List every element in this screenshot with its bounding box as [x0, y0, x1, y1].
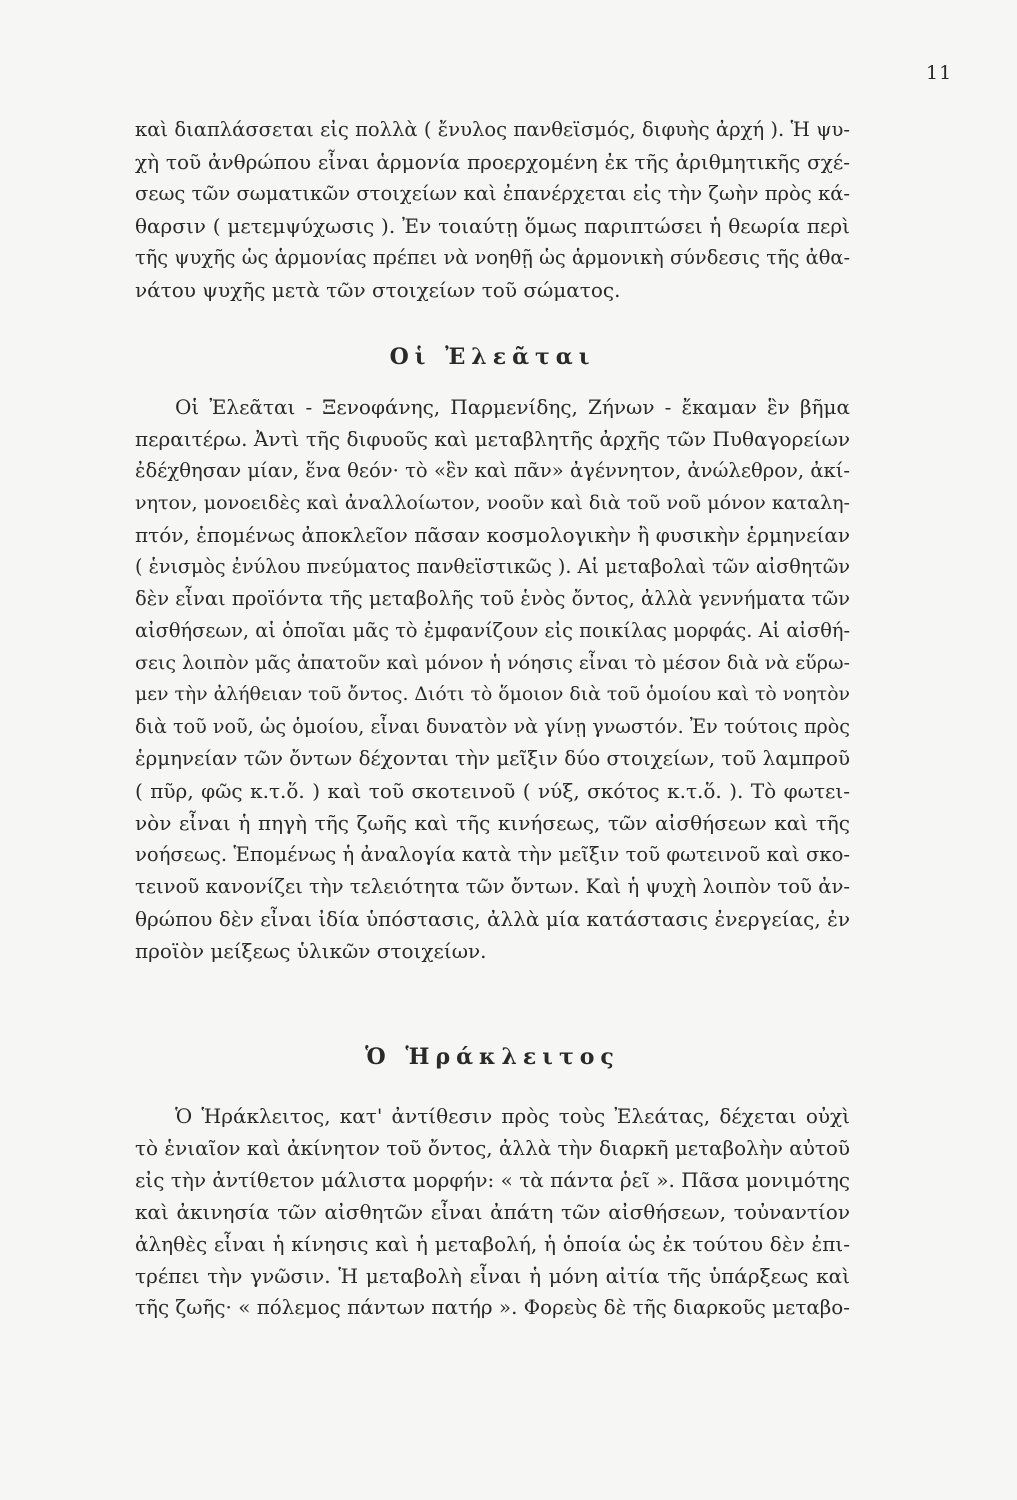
text-line: Οἱ Ἐλεᾶται - Ξενοφάνης, Παρμενίδης, Ζήνων - ἔκαμαν ἓν βῆμα: [175, 395, 850, 419]
text-line: καὶ διαπλάσσεται εἰς πολλὰ ( ἔνυλος πανθεϊσμός, διφυὴς ἀρχή ). Ἡ ψυ-: [135, 118, 850, 141]
section-heading-heraclitus: Ὁ Ἡράκλειτος: [365, 1044, 620, 1070]
text-line: νάτου ψυχῆς μετὰ τῶν στοιχείων τοῦ σώματος.: [135, 278, 621, 302]
section-heading-eleatics: Οἱ Ἐλεᾶται: [389, 344, 596, 370]
text-line: νητον, μονοειδὲς καὶ ἀναλλοίωτον, νοοῦν καὶ διὰ τοῦ νοῦ μόνον καταλη-: [135, 492, 850, 514]
paragraph-pythagorean-soul: [135, 114, 850, 306]
text-line: τεινοῦ κανονίζει τὴν τελειότητα τῶν ὄντων. Καὶ ἡ ψυχὴ λοιπὸν τοῦ ἀν-: [135, 875, 850, 898]
text-line: πτόν, ἑπομένως ἀποκλεῖον πᾶσαν κοσμολογικὴν ἢ φυσικὴν ἑρμηνείαν: [135, 523, 850, 547]
text-line: τρέπει τὴν γνῶσιν. Ἡ μεταβολὴ εἶναι ἡ μόνη αἰτία τῆς ὑπάρξεως καὶ: [135, 1264, 850, 1288]
text-line: διὰ τοῦ νοῦ, ὡς ὁμοίου, εἶναι δυνατὸν νὰ γίνῃ γνωστόν. Ἐν τούτοις πρὸς: [135, 715, 850, 738]
text-line: προϊὸν μείξεως ὑλικῶν στοιχείων.: [135, 939, 487, 963]
paragraph-heraclitus: [135, 1100, 850, 1324]
text-line: ἑρμηνείαν τῶν ὄντων δέχονται τὴν μεῖξιν δύο στοιχείων, τοῦ λαμπροῦ: [135, 747, 850, 770]
text-line: αἰσθήσεων, αἱ ὁποῖαι μᾶς τὸ ἐμφανίζουν εἰς ποικίλας μορφάς. Αἱ αἰσθή-: [135, 619, 850, 642]
text-line: ἀληθὲς εἶναι ἡ κίνησις καὶ ἡ μεταβολή, ἡ ὁποία ὡς ἐκ τούτου δὲν ἐπι-: [135, 1232, 850, 1256]
text-line: ἐδέχθησαν μίαν, ἕνα θεόν· τὸ «ἓν καὶ πᾶν» ἀγέννητον, ἀνώλεθρον, ἀκί-: [135, 459, 850, 482]
text-line: δὲν εἶναι προϊόντα τῆς μεταβολῆς τοῦ ἑνὸς ὄντος, ἀλλὰ γεννήματα τῶν: [135, 587, 850, 610]
page-number: 11: [926, 62, 953, 84]
text-line: σεως τῶν σωματικῶν στοιχείων καὶ ἐπανέρχεται εἰς τὴν ζωὴν πρὸς κά-: [135, 182, 850, 205]
text-line: Ὁ Ἡράκλειτος, κατ' ἀντίθεσιν πρὸς τοὺς Ἐλεάτας, δέχεται οὐχὶ: [175, 1104, 850, 1128]
text-line: τῆς ζωῆς· « πόλεμος πάντων πατήρ ». Φορεὺς δὲ τῆς διαρκοῦς μεταβο-: [135, 1296, 850, 1319]
text-line: τὸ ἑνιαῖον καὶ ἀκίνητον τοῦ ὄντος, ἀλλὰ τὴν διαρκῆ μεταβολὴν αὐτοῦ: [135, 1136, 850, 1160]
text-line: νοήσεως. Ἑπομένως ἡ ἀναλογία κατὰ τὴν μεῖξιν τοῦ φωτεινοῦ καὶ σκο-: [135, 843, 850, 866]
text-line: καὶ ἀκινησία τῶν αἰσθητῶν εἶναι ἀπάτη τῶν αἰσθήσεων, τοὐναντίον: [135, 1200, 850, 1224]
text-line: εἰς τὴν ἀντίθετον μάλιστα μορφήν: « τὰ πάντα ῥεῖ ». Πᾶσα μονιμότης: [135, 1168, 850, 1192]
text-line: θρώπου δὲν εἶναι ἰδία ὑπόστασις, ἀλλὰ μία κατάστασις ἐνεργείας, ἐν: [135, 907, 850, 931]
paragraph-eleatics: [135, 391, 850, 967]
text-line: χὴ τοῦ ἀνθρώπου εἶναι ἁρμονία προερχομένη ἐκ τῆς ἀριθμητικῆς σχέ-: [135, 150, 850, 174]
text-line: περαιτέρω. Ἀντὶ τῆς διφυοῦς καὶ μεταβλητῆς ἀρχῆς τῶν Πυθαγορείων: [135, 427, 850, 451]
text-line: ( πῦρ, φῶς κ.τ.ὅ. ) καὶ τοῦ σκοτεινοῦ ( νύξ, σκότος κ.τ.ὅ. ). Τὸ φωτει-: [135, 779, 850, 803]
text-line: ( ἑνισμὸς ἐνύλου πνεύματος πανθεϊστικῶς ). Αἱ μεταβολαὶ τῶν αἰσθητῶν: [135, 555, 850, 578]
text-line: τῆς ψυχῆς ὡς ἁρμονίας πρέπει νὰ νοηθῇ ὡς ἁρμονικὴ σύνδεσις τῆς ἀθα-: [135, 246, 850, 269]
text-line: θαρσιν ( μετεμψύχωσις ). Ἐν τοιαύτῃ ὅμως παριπτώσει ἡ θεωρία περὶ: [135, 214, 850, 238]
text-line: μεν τὴν ἀλήθειαν τοῦ ὄντος. Διότι τὸ ὅμοιον διὰ τοῦ ὁμοίου καὶ τὸ νοητὸν: [135, 684, 850, 705]
text-line: νὸν εἶναι ἡ πηγὴ τῆς ζωῆς καὶ τῆς κινήσεως, τῶν αἰσθήσεων καὶ τῆς: [135, 811, 850, 835]
text-line: σεις λοιπὸν μᾶς ἀπατοῦν καὶ μόνον ἡ νόησις εἶναι τὸ μέσον διὰ νὰ εὕρω-: [135, 652, 850, 674]
